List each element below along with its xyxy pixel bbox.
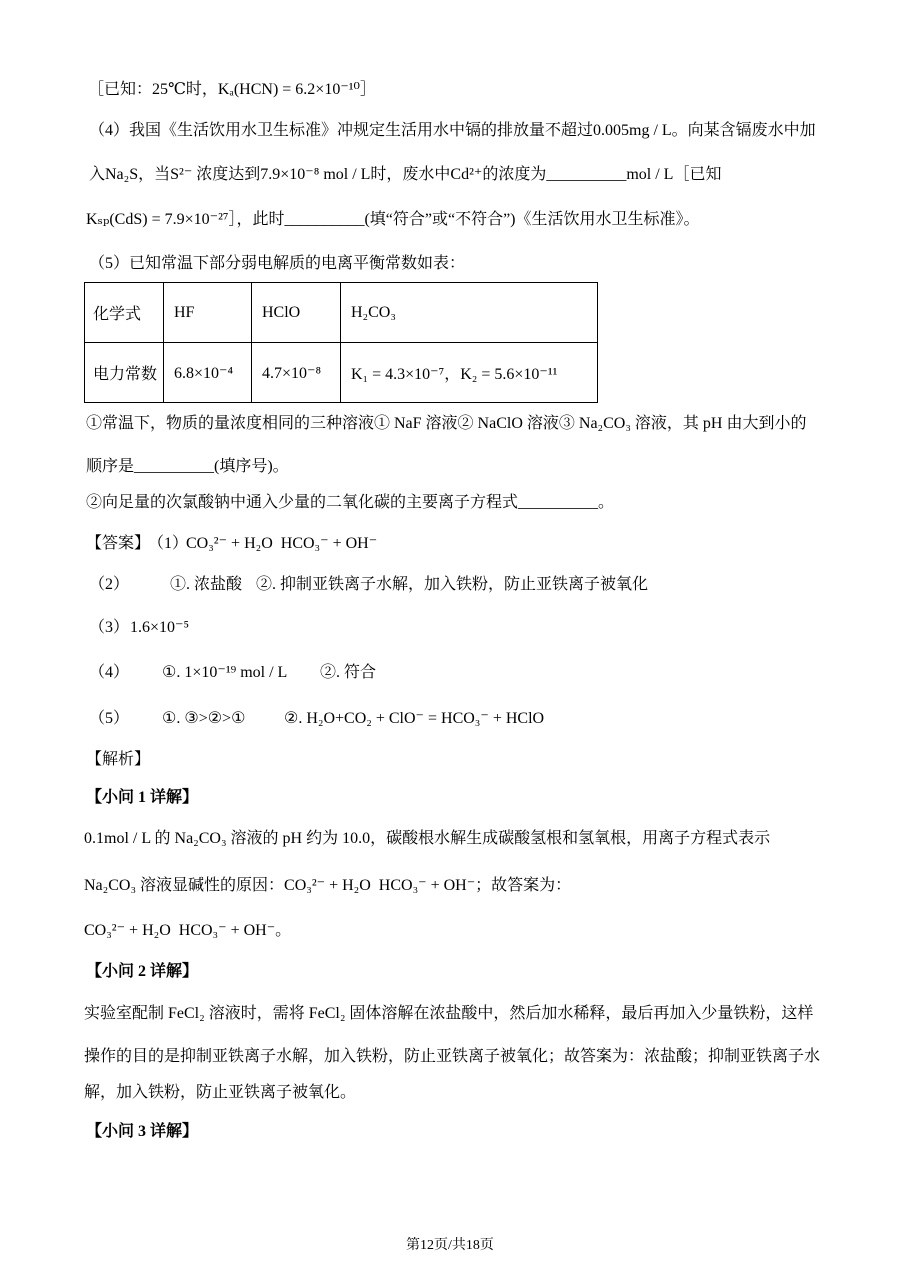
page-number-footer: 第12页/共18页 xyxy=(406,1238,494,1253)
table-cell: HClO xyxy=(252,283,341,343)
answer-label: 【答案】 xyxy=(86,535,151,552)
analysis-line: 解，加入铁粉，防止亚铁离子被氧化。 xyxy=(84,1084,357,1101)
answer-item-text: ②. H₂O+CO₂ + ClO⁻ = HCO₃⁻ + HClO xyxy=(284,710,545,727)
answer-item-number: （3） xyxy=(89,619,130,636)
part4-line: Kₛₚ(CdS) = 7.9×10⁻²⁷］，此时__________(填“符合”或“不符合”)《生活饮用水卫生标准》。 xyxy=(86,211,700,228)
answer-item-number: （1） xyxy=(148,535,189,552)
answer-item-text: ①. ③>②>① xyxy=(162,710,246,727)
part5-sub1-line: 顺序是__________(填序号)。 xyxy=(86,458,289,475)
answer-item-number: （4） xyxy=(89,664,130,681)
part5-sub1-line: ①常温下，物质的量浓度相同的三种溶液① NaF 溶液② NaClO 溶液③ Na₂CO₃ 溶液，其 pH 由大到小的 xyxy=(86,415,807,432)
answer-item-number: （2） xyxy=(89,576,130,593)
table-cell: 电力常数 xyxy=(85,343,164,403)
analysis-line: CO₃²⁻ + H₂O HCO₃⁻ + OH⁻。 xyxy=(84,922,292,939)
answer-item-text: 1.6×10⁻⁵ xyxy=(130,619,190,636)
table-cell: H₂CO₃ xyxy=(341,283,598,343)
analysis-line: 0.1mol / L 的 Na₂CO₃ 溶液的 pH 约为 10.0，碳酸根水解生成碳酸氢根和氢氧根，用离子方程式表示 xyxy=(84,830,771,847)
analysis-section-heading: 【小问 2 详解】 xyxy=(86,963,199,980)
analysis-line: Na₂CO₃ 溶液显碱性的原因：CO₃²⁻ + H₂O HCO₃⁻ + OH⁻；故答案为： xyxy=(84,877,572,894)
answer-item-text: ②. 符合 xyxy=(320,664,377,681)
table-row xyxy=(85,343,598,403)
answer-item-text: CO₃²⁻ + H₂O HCO₃⁻ + OH⁻ xyxy=(186,535,378,552)
answer-item-text: ①. 1×10⁻¹⁹ mol / L xyxy=(162,664,288,681)
table-cell: K₁ = 4.3×10⁻⁷，K₂ = 5.6×10⁻¹¹ xyxy=(341,343,598,403)
table-cell: 化学式 xyxy=(85,283,164,343)
answer-item-number: （5） xyxy=(89,710,130,727)
given-constant-note: ［已知：25℃时，Kₐ(HCN) = 6.2×10⁻¹⁰］ xyxy=(88,81,376,98)
ionization-constant-table xyxy=(84,282,598,403)
part5-sub2-line: ②向足量的次氯酸钠中通入少量的二氧化碳的主要离子方程式__________。 xyxy=(86,494,615,511)
part4-line: 入Na₂S，当S²⁻ 浓度达到7.9×10⁻⁸ mol / L时，废水中Cd²⁺的浓度为__________mol / L［已知 xyxy=(89,166,722,183)
table-cell: 6.8×10⁻⁴ xyxy=(164,343,252,403)
part4-line: （4）我国《生活饮用水卫生标准》冲规定生活用水中镉的排放量不超过0.005mg / L。向某含镉废水中加 xyxy=(89,122,816,139)
table-cell: 4.7×10⁻⁸ xyxy=(252,343,341,403)
analysis-line: 操作的目的是抑制亚铁离子水解，加入铁粉，防止亚铁离子被氧化；故答案为：浓盐酸；抑制亚铁离子水 xyxy=(84,1048,821,1065)
analysis-section-heading: 【小问 1 详解】 xyxy=(86,789,199,806)
table-cell: HF xyxy=(164,283,252,343)
answer-item-text: ①. 浓盐酸 xyxy=(170,576,243,593)
part5-intro: （5）已知常温下部分弱电解质的电离平衡常数如表： xyxy=(89,255,466,272)
analysis-line: 实验室配制 FeCl₂ 溶液时，需将 FeCl₂ 固体溶解在浓盐酸中，然后加水稀释，最后再加入少量铁粉，这样 xyxy=(84,1005,814,1022)
table-header-row xyxy=(85,283,598,343)
analysis-label: 【解析】 xyxy=(86,751,151,768)
analysis-section-heading: 【小问 3 详解】 xyxy=(86,1123,199,1140)
answer-item-text: ②. 抑制亚铁离子水解，加入铁粉，防止亚铁离子被氧化 xyxy=(256,576,649,593)
